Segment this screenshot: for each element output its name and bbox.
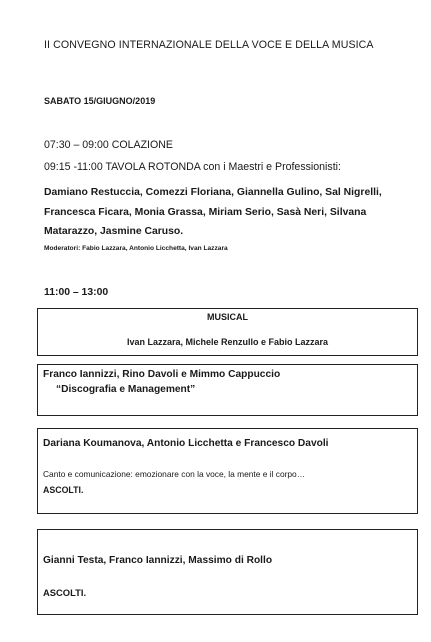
participants-line: Damiano Restuccia, Comezzi Floriana, Giannella Gulino, Sal Nigrelli, <box>44 187 382 198</box>
session-box-canto <box>37 428 418 514</box>
session-box-discografia <box>37 364 418 416</box>
document-title: II CONVEGNO INTERNAZIONALE DELLA VOCE E DELLA MUSICA <box>44 39 374 51</box>
schedule-round-table: 09:15 -11:00 TAVOLA ROTONDA con i Maestri e Professionisti: <box>44 161 341 173</box>
schedule-breakfast: 07:30 – 09:00 COLAZIONE <box>44 139 173 151</box>
participants-line: Francesca Ficara, Monia Grassa, Miriam Serio, Sasà Neri, Silvana <box>44 206 367 218</box>
session-listen: ASCOLTI. <box>43 485 84 495</box>
moderators: Moderatori: Fabio Lazzara, Antonio Licchetta, Ivan Lazzara <box>44 245 228 252</box>
session-listen: ASCOLTI. <box>43 587 87 598</box>
participants-list <box>44 183 414 242</box>
session-box-musical <box>37 308 418 356</box>
session-title: MUSICAL <box>207 312 248 322</box>
session-speakers: Dariana Koumanova, Antonio Licchetta e Francesco Davoli <box>43 438 329 449</box>
session-subtitle: “Discografia e Management” <box>56 384 196 395</box>
session-time: 11:00 – 13:00 <box>44 287 109 298</box>
session-speakers: Ivan Lazzara, Michele Renzullo e Fabio Lazzara <box>126 337 329 347</box>
participants-line: Matarazzo, Jasmine Caruso. <box>44 226 184 237</box>
session-description: Canto e comunicazione: emozionare con la voce, la mente e il corpo… <box>43 469 306 479</box>
session-box-ascolti <box>37 529 418 615</box>
session-speakers: Franco Iannizzi, Rino Davoli e Mimmo Cappuccio <box>43 369 281 380</box>
event-date: SABATO 15/GIUGNO/2019 <box>44 96 156 106</box>
session-speakers: Gianni Testa, Franco Iannizzi, Massimo di Rollo <box>43 555 273 566</box>
